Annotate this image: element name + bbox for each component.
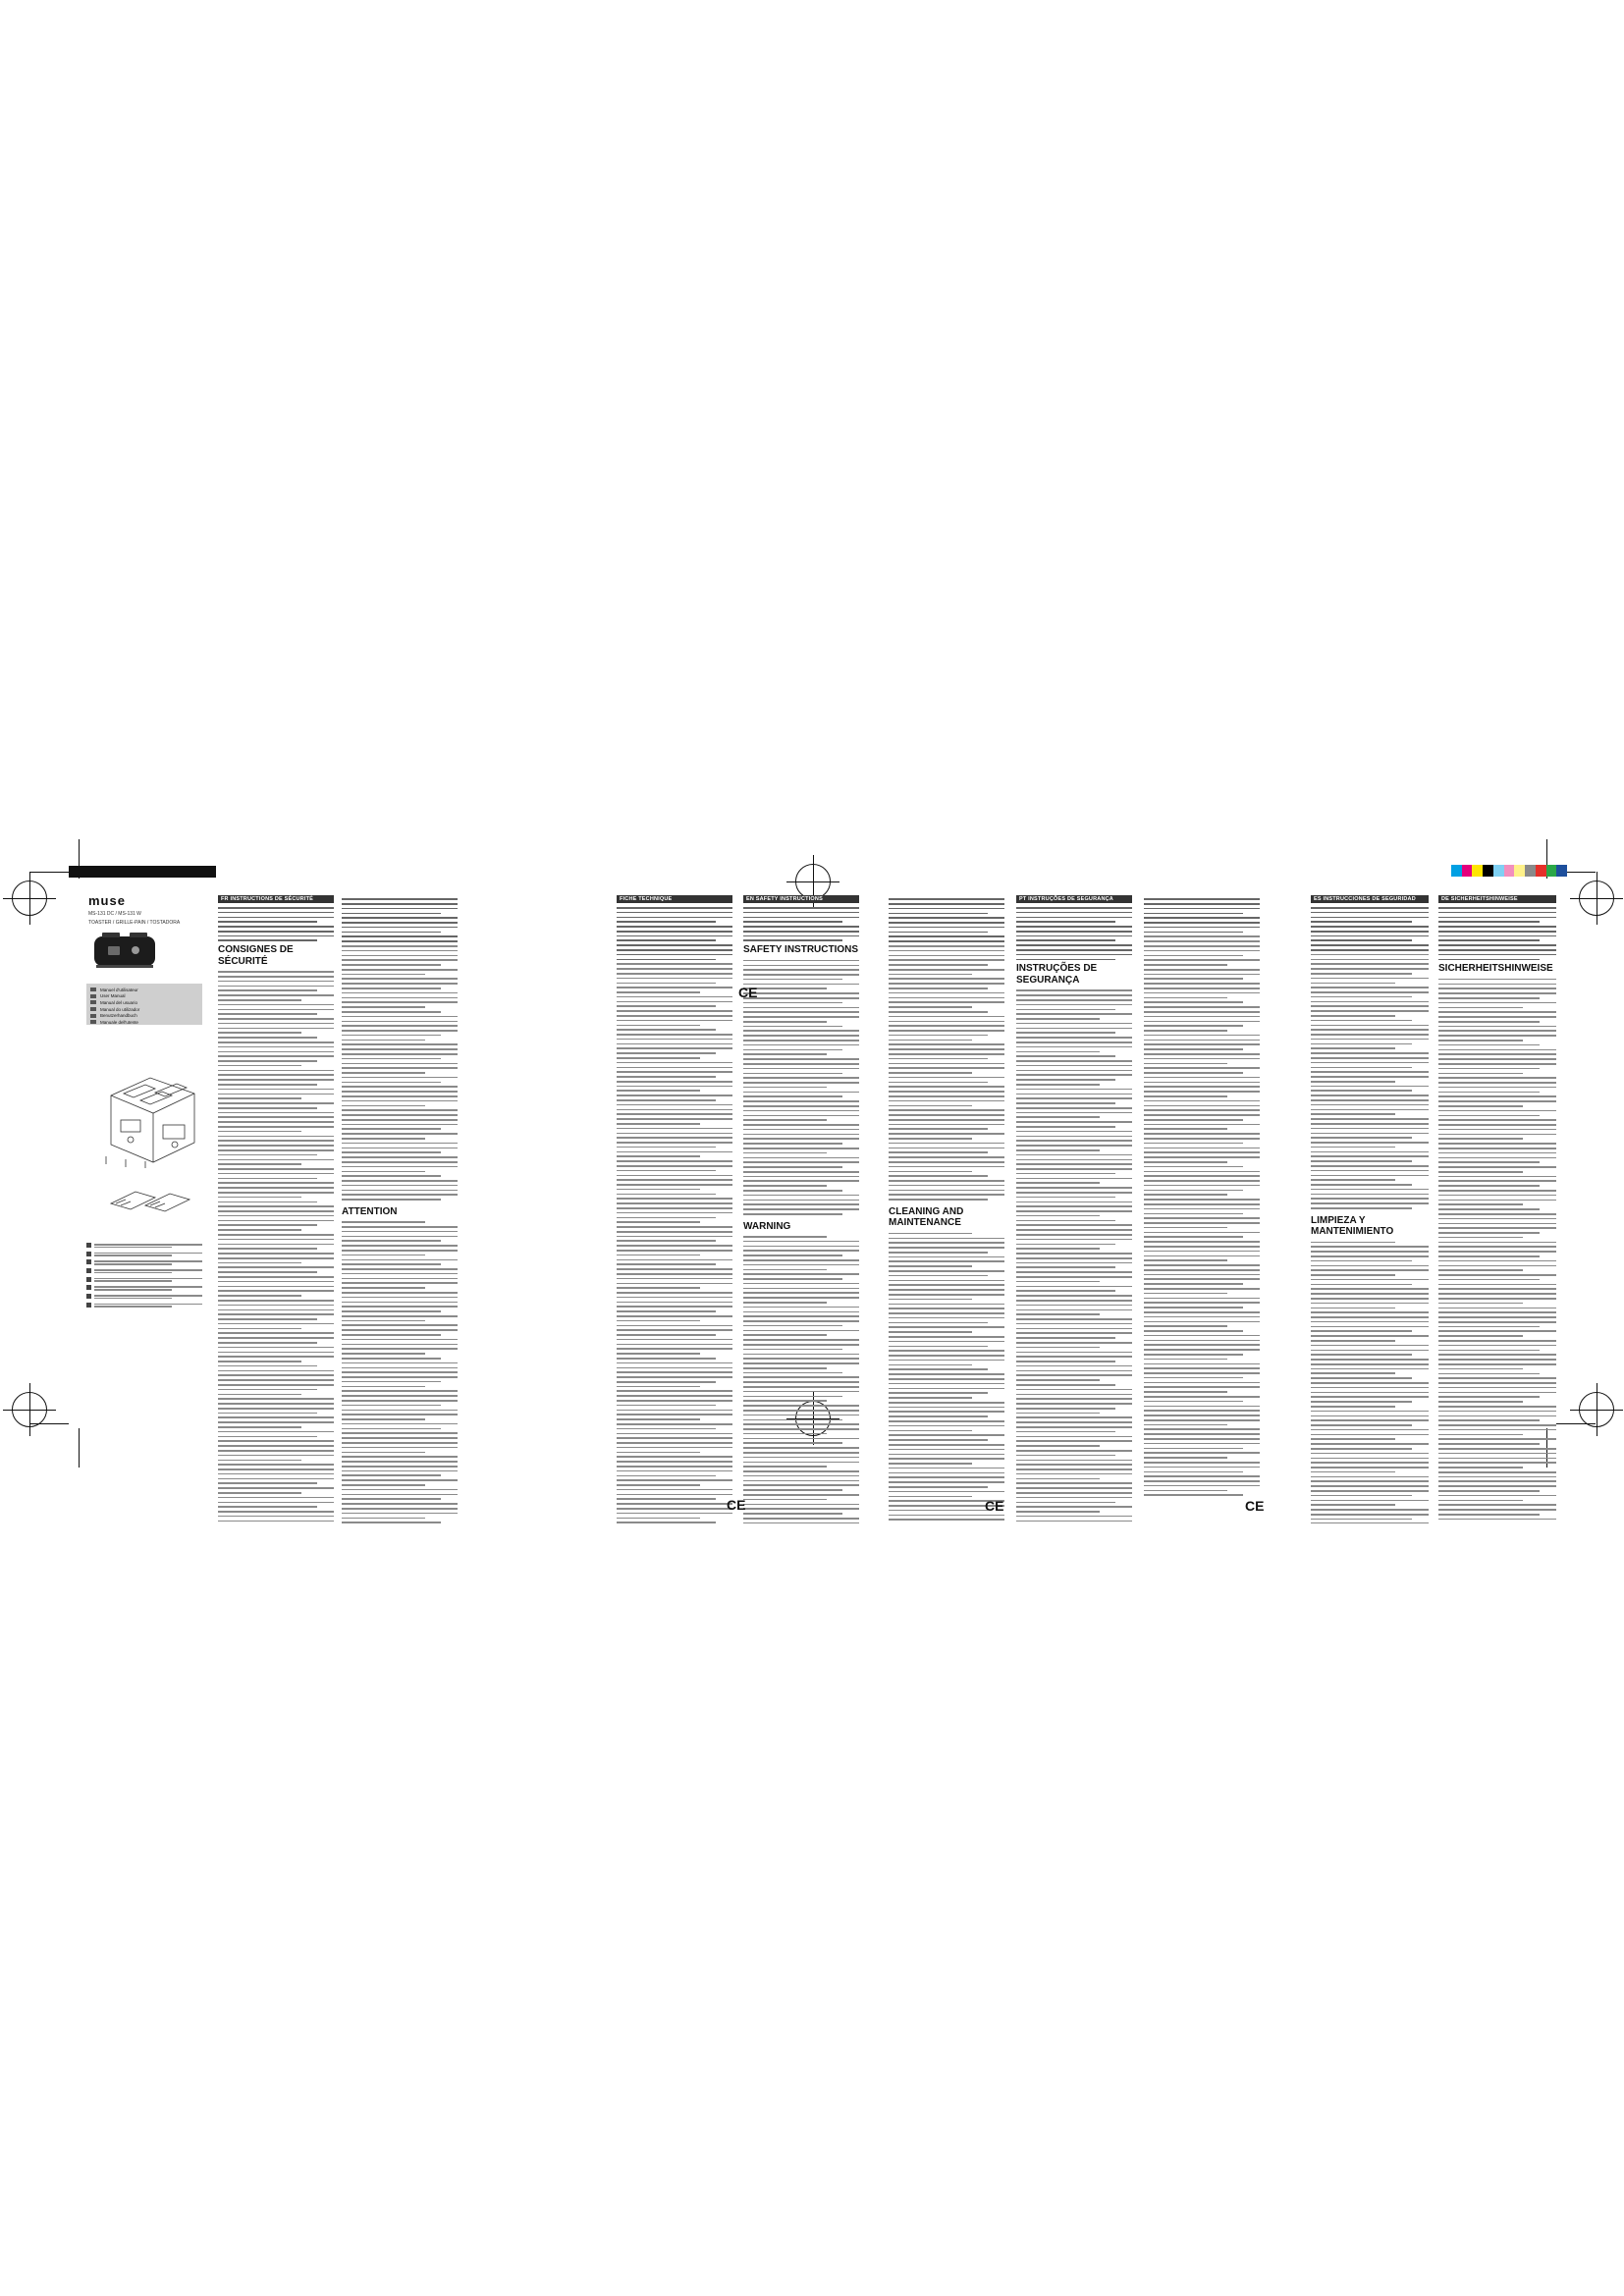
section-title: SAFETY INSTRUCTIONS bbox=[743, 944, 859, 956]
language-item: Manual do utilizador bbox=[90, 1006, 198, 1012]
registration-mark-left-bottom bbox=[12, 1392, 47, 1427]
text-column bbox=[218, 895, 334, 1523]
color-swatch bbox=[1451, 865, 1462, 877]
text-column bbox=[1438, 895, 1556, 1523]
crop-mark bbox=[79, 1428, 80, 1468]
color-swatch bbox=[1556, 865, 1567, 877]
color-swatch bbox=[1462, 865, 1473, 877]
section-header: ES INSTRUCCIONES DE SEGURIDAD bbox=[1311, 895, 1429, 903]
text-column bbox=[342, 895, 458, 1523]
section-title: INSTRUÇÕES DE SEGURANÇA bbox=[1016, 963, 1098, 986]
section-header: DE SICHERHEITSHINWEISE bbox=[1438, 895, 1556, 903]
warning-icon bbox=[86, 1277, 91, 1282]
warning-icon bbox=[86, 1259, 91, 1264]
section-header: FR INSTRUCTIONS DE SÉCURITÉ bbox=[218, 895, 334, 903]
note-row bbox=[86, 1277, 202, 1283]
section-title: SICHERHEITSHINWEISE bbox=[1438, 963, 1553, 975]
brand-logo: muse bbox=[88, 893, 126, 908]
text-column bbox=[1016, 895, 1132, 1523]
warning-icon bbox=[86, 1294, 91, 1299]
ce-mark: CE bbox=[1245, 1498, 1265, 1514]
color-swatch bbox=[1525, 865, 1536, 877]
language-item: Manuale dell'utente bbox=[90, 1019, 198, 1025]
cover-panel bbox=[86, 889, 202, 1459]
warning-icon bbox=[86, 1243, 91, 1248]
product-subtitle: TOASTER / GRILLE-PAIN / TOSTADORA bbox=[88, 920, 181, 926]
section-header: FICHE TECHNIQUE bbox=[617, 895, 732, 903]
section-header: EN SAFETY INSTRUCTIONS bbox=[743, 895, 859, 903]
note-row bbox=[86, 1268, 202, 1274]
color-swatch bbox=[1546, 865, 1557, 877]
note-row bbox=[86, 1259, 202, 1265]
ce-mark: CE bbox=[727, 1497, 746, 1513]
warning-icon bbox=[86, 1252, 91, 1256]
color-calibration-strip bbox=[1451, 865, 1567, 877]
color-swatch bbox=[1504, 865, 1515, 877]
note-row bbox=[86, 1252, 202, 1257]
language-item: User Manual bbox=[90, 993, 198, 999]
toaster-diagram bbox=[96, 1066, 204, 1169]
ce-mark: CE bbox=[985, 1498, 1004, 1514]
model-number: MS-131 DC / MS-131 W bbox=[88, 911, 141, 917]
color-swatch bbox=[1472, 865, 1483, 877]
note-row bbox=[86, 1294, 202, 1300]
text-column bbox=[1311, 895, 1429, 1523]
section-subtitle: WARNING bbox=[743, 1220, 791, 1232]
ce-mark: CE bbox=[738, 985, 758, 1000]
text-column bbox=[617, 895, 732, 1523]
color-swatch bbox=[1493, 865, 1504, 877]
text-column bbox=[889, 895, 1004, 1523]
registration-mark-right-top bbox=[1579, 881, 1614, 916]
section-subtitle: ATTENTION bbox=[342, 1205, 398, 1217]
registration-mark-right-bottom bbox=[1579, 1392, 1614, 1427]
crumb-tray-diagram bbox=[106, 1184, 194, 1215]
section-subtitle: LIMPIEZA Y MANTENIMIENTO bbox=[1311, 1214, 1394, 1238]
section-header: PT INSTRUÇÕES DE SEGURANÇA bbox=[1016, 895, 1132, 903]
language-item: Manual del usuario bbox=[90, 999, 198, 1005]
registration-mark-left-top bbox=[12, 881, 47, 916]
cover-notes bbox=[86, 1243, 202, 1311]
language-item: Benutzerhandbuch bbox=[90, 1013, 198, 1019]
print-black-bar bbox=[69, 866, 216, 878]
section-title: CONSIGNES DE SÉCURITÉ bbox=[218, 944, 294, 967]
warning-icon bbox=[86, 1303, 91, 1308]
warning-icon bbox=[86, 1268, 91, 1273]
text-column bbox=[1144, 895, 1260, 1523]
note-row bbox=[86, 1243, 202, 1249]
warning-icon bbox=[86, 1285, 91, 1290]
registration-mark-center-top bbox=[795, 864, 831, 899]
language-item: Manuel d'utilisateur bbox=[90, 987, 198, 992]
color-swatch bbox=[1514, 865, 1525, 877]
text-column bbox=[743, 895, 859, 1523]
note-row bbox=[86, 1285, 202, 1291]
toaster-photo bbox=[88, 929, 165, 970]
crop-mark bbox=[29, 872, 69, 873]
color-swatch bbox=[1536, 865, 1546, 877]
language-list bbox=[86, 984, 202, 1025]
section-subtitle: CLEANING AND MAINTENANCE bbox=[889, 1205, 964, 1229]
crop-mark bbox=[1556, 1423, 1596, 1424]
color-swatch bbox=[1483, 865, 1493, 877]
note-row bbox=[86, 1303, 202, 1308]
crop-mark bbox=[29, 1423, 69, 1424]
